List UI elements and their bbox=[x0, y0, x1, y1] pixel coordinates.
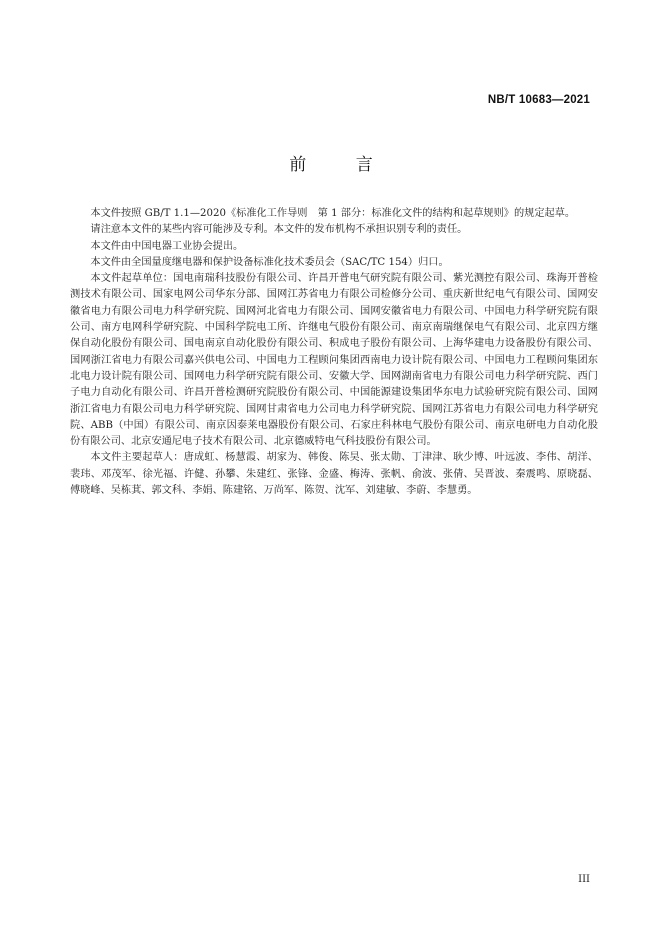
page-title: 前 言 bbox=[289, 155, 395, 175]
paragraph-committee: 本文件由全国量度继电器和保护设备标准化技术委员会（SAC/TC 154）归口。 bbox=[90, 256, 449, 268]
paragraph-patent-notice: 请注意本文件的某些内容可能涉及专利。本文件的发布机构不承担识别专利的责任。 bbox=[90, 224, 468, 236]
paragraph-drafting-units: 本文件起草单位：国电南瑞科技股份有限公司、许昌开普电气研究院有限公司、紫光测控有限公司、珠海开普检测技术有限公司、国家电网公司华东分部、国网江苏省电力有限公司检修分公司、重庆新世纪电气有限公司、国网安徽省电力有限公司电力科学研究院、国网河北省电力有限公司、国网安徽省电力有限公司、中国电力科学研究院有限公司、南方电网科学研究院、中国科学院电工所、许继电气股份有限公司、南京南瑞继保电气有限公司、北京四方继保自动化股份有限公司、国电南京自动化股份有限公司、积成电子股份有限公司、上海华建电力设备股份有限公司、国网浙江省电力有限公司嘉兴供电公司、中国电力工程顾问集团西南电力设计院有限公司、中国电力工程顾问集团东北电力设计院有限公司、国网电力科学研究院有限公司、安徽大学、国网湖南省电力有限公司电力科学研究院、西门子电力自动化有限公司、许昌开普检测研究院股份有限公司、中国能源建设集团华东电力试验研究院有限公司、国网浙江省电力有限公司电力科学研究院、国网甘肃省电力公司电力科学研究院、国网江苏省电力有限公司电力科学研究院、ABB（中国）有限公司、南京因泰莱电器股份有限公司、石家庄科林电气股份有限公司、南京电研电力自动化股份有限公司、北京安通尼电子技术有限公司、北京德威特电气科技股份有限公司。 bbox=[70, 273, 598, 448]
paragraph-drafters: 本文件主要起草人：唐成虹、杨慧霞、胡家为、韩俊、陈昊、张太勋、丁津津、耿少博、叶远波、李伟、胡洋、裴玮、邓茂军、徐光福、许健、孙攀、朱建红、张锋、金盛、梅涛、张帆、俞波、张倩、吴晋波、秦震鸣、原晓磊、傅晓峰、吴栋萁、郭文科、李娟、陈建铭、万尚军、陈贺、沈军、刘建敏、李蔚、李慧勇。 bbox=[70, 452, 598, 497]
standard-number: NB/T 10683—2021 bbox=[487, 94, 590, 106]
foreword-body bbox=[70, 206, 598, 499]
page-number: III bbox=[578, 874, 590, 885]
paragraph-drafting-rules: 本文件按照 GB/T 1.1—2020《标准化工作导则 第 1 部分：标准化文件的结构和起草规则》的规定起草。 bbox=[90, 208, 576, 219]
paragraph-proposer: 本文件由中国电器工业协会提出。 bbox=[90, 240, 244, 252]
